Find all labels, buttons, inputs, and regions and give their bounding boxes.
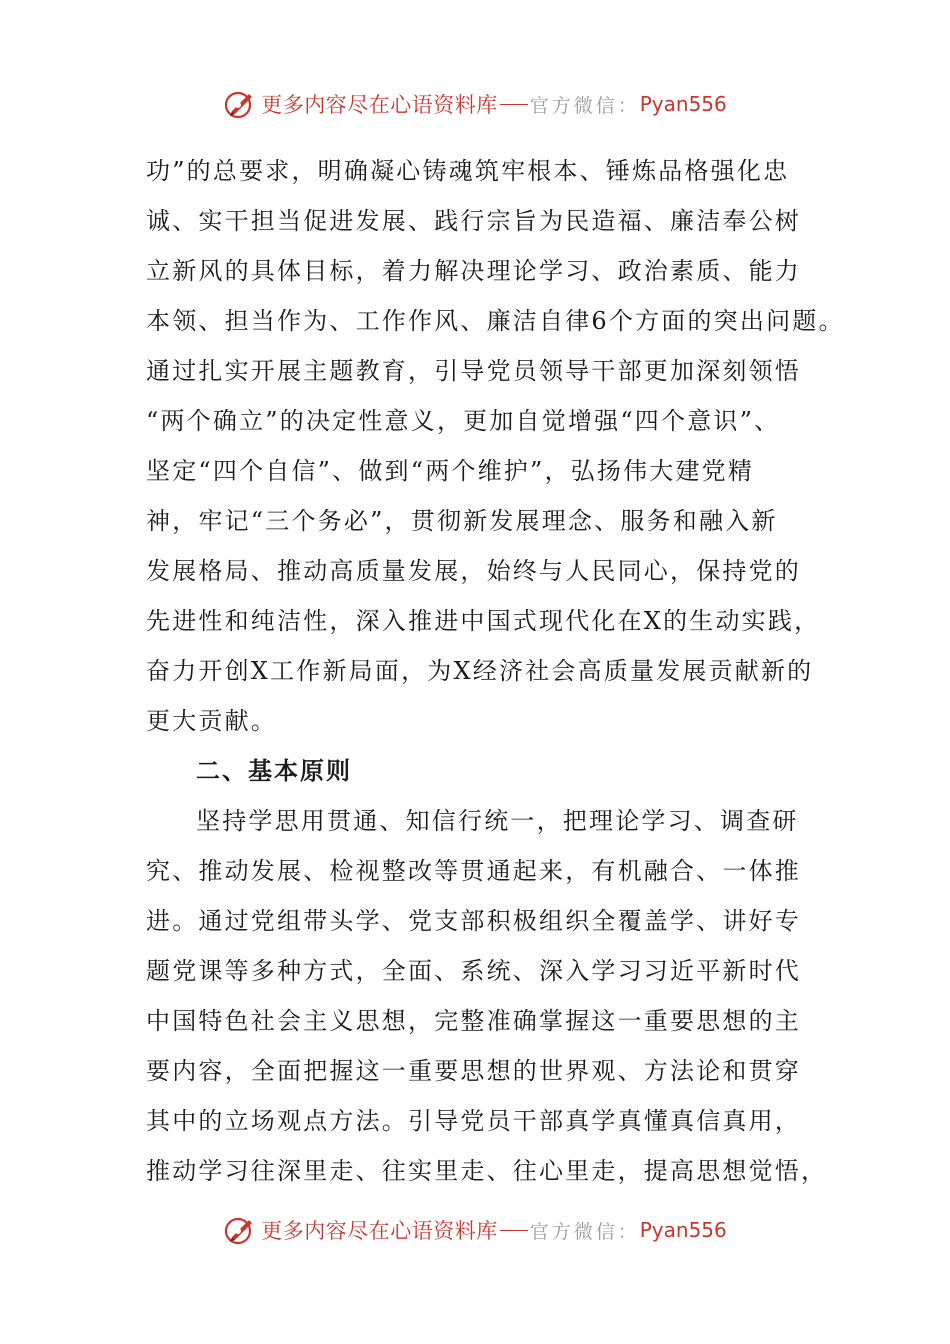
body-line: 先进性和纯洁性，深入推进中国式现代化在X的生动实践， [146, 607, 821, 635]
pen-logo-icon [223, 87, 257, 121]
paragraph-line: 中国特色社会主义思想，完整准确掌握这一重要思想的主 [146, 1007, 801, 1035]
paragraph-line: 坚持学思用贯通、知信行统一，把理论学习、调查研 [196, 807, 799, 835]
banner-text: 更多内容尽在心语资料库 [261, 1219, 498, 1243]
pen-logo-icon [223, 1213, 257, 1247]
body-line: 更大贡献。 [146, 707, 277, 735]
body-line: 坚定“四个自信”、做到“两个维护”，弘扬伟大建党精 [146, 457, 755, 485]
section-heading: 二、基本原则 [196, 757, 352, 785]
banner-wechat-label: 官方微信： [529, 94, 640, 117]
banner-wechat-id: Pyan556 [639, 1218, 727, 1242]
document-body [146, 146, 845, 1196]
banner-wechat-id: Pyan556 [639, 92, 727, 116]
banner-dash [500, 104, 528, 105]
paragraph-line: 要内容，全面把握这一重要思想的世界观、方法论和贯穿 [146, 1057, 801, 1085]
body-line: 本领、担当作为、工作作风、廉洁自律6个方面的突出问题。 [146, 307, 845, 335]
paragraph-line: 进。通过党组带头学、党支部积极组织全覆盖学、讲好专 [146, 907, 801, 935]
banner-dash [500, 1230, 528, 1231]
body-line: 诚、实干担当促进发展、践行宗旨为民造福、廉洁奉公树 [146, 207, 801, 235]
paragraph-line: 推动学习往深里走、往实里走、往心里走，提高思想觉悟， [146, 1157, 828, 1185]
body-line: 通过扎实开展主题教育，引导党员领导干部更加深刻领悟 [146, 357, 801, 385]
body-line: 功”的总要求，明确凝心铸魂筑牢根本、锤炼品格强化忠 [146, 157, 790, 185]
header-watermark-banner [0, 84, 950, 124]
banner-wechat-label: 官方微信： [529, 1220, 640, 1243]
body-line: 奋力开创X工作新局面，为X经济社会高质量发展贡献新的 [146, 657, 814, 685]
body-line: “两个确立”的决定性意义，更加自觉增强“四个意识”、 [146, 407, 781, 435]
banner-text: 更多内容尽在心语资料库 [261, 93, 498, 117]
footer-watermark-banner [0, 1210, 950, 1250]
body-line: 发展格局、推动高质量发展，始终与人民同心，保持党的 [146, 557, 801, 585]
paragraph-line: 其中的立场观点方法。引导党员干部真学真懂真信真用， [146, 1107, 801, 1135]
paragraph-line: 题党课等多种方式，全面、系统、深入学习习近平新时代 [146, 957, 801, 985]
body-line: 神，牢记“三个务必”，贯彻新发展理念、服务和融入新 [146, 507, 778, 535]
paragraph-line: 究、推动发展、检视整改等贯通起来，有机融合、一体推 [146, 857, 801, 885]
body-line: 立新风的具体目标，着力解决理论学习、政治素质、能力 [146, 257, 801, 285]
